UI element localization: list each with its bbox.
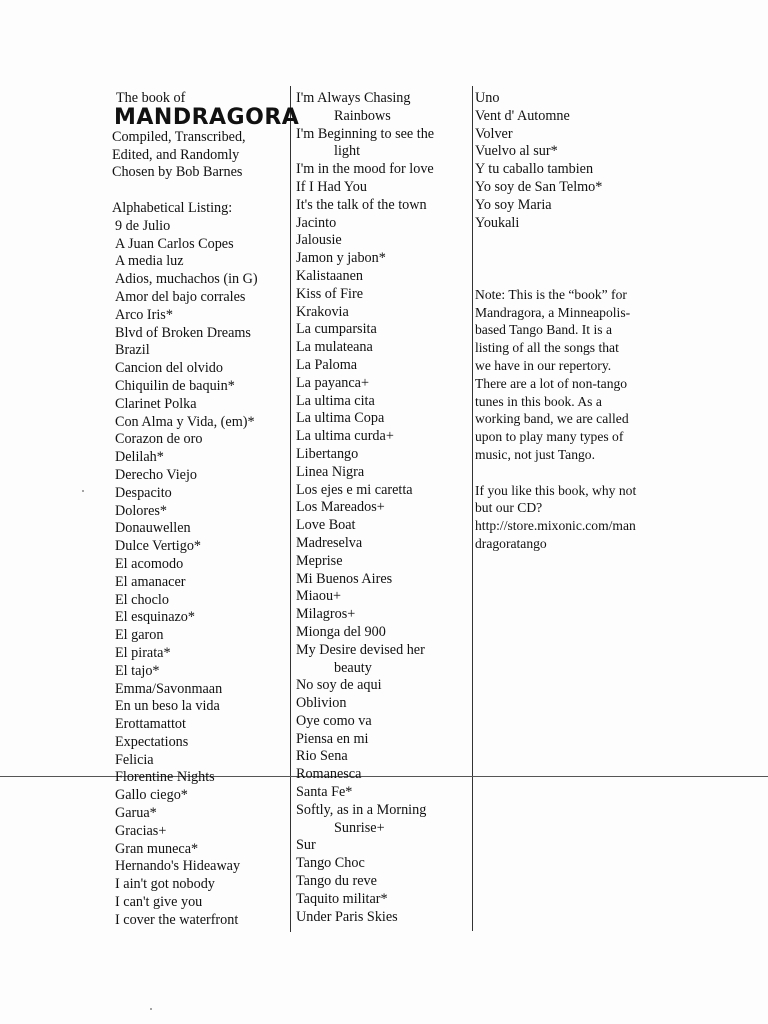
spacer: [475, 464, 675, 482]
song-title: Kalistaanen: [296, 267, 363, 284]
song-title: Piensa en mi: [296, 730, 369, 747]
cta-line: If you like this book, why not: [475, 482, 637, 498]
song-title: Chiquilin de baquin*: [115, 377, 235, 394]
credits-line: Chosen by Bob Barnes: [112, 164, 243, 181]
spacer: [475, 268, 675, 286]
song-title: Felicia: [115, 751, 154, 768]
song-title: Linea Nigra: [296, 463, 365, 480]
song-title: El esquinazo*: [115, 609, 195, 626]
song-title-continuation: beauty: [334, 659, 372, 676]
song-title: It's the talk of the town: [296, 196, 427, 213]
song-title: Adios, muchachos (in G): [115, 271, 258, 288]
note-line: upon to play many types of: [475, 429, 624, 445]
song-title: Clarinet Polka: [115, 395, 197, 412]
song-title: Sur: [296, 837, 316, 854]
song-title: Expectations: [115, 733, 189, 750]
song-title: Cancion del olvido: [115, 360, 223, 377]
song-title: Yo soy de San Telmo*: [475, 178, 603, 195]
song-title: La ultima cita: [296, 392, 375, 409]
song-title: Dulce Vertigo*: [115, 538, 202, 555]
song-title: Brazil: [115, 342, 150, 359]
song-title: Krakovia: [296, 303, 349, 320]
song-title-continuation: Sunrise+: [334, 819, 385, 836]
song-title: Youkali: [475, 214, 520, 231]
song-title: If I Had You: [296, 178, 367, 195]
song-title: Romanesca: [296, 766, 362, 783]
song-title: Oye como va: [296, 712, 372, 729]
column-divider-right: [472, 86, 473, 931]
song-title: Yo soy Maria: [475, 196, 552, 213]
song-title: Vuelvo al sur*: [475, 143, 558, 160]
song-title: La mulateana: [296, 339, 373, 356]
song-title: Santa Fe*: [296, 784, 353, 801]
song-title: Mi Buenos Aires: [296, 570, 393, 587]
song-title-continuation: light: [334, 143, 361, 160]
song-title: La payanca+: [296, 374, 369, 391]
song-title: I'm in the mood for love: [296, 161, 434, 178]
note-line: listing of all the songs that: [475, 340, 619, 356]
scan-speck: [150, 1008, 152, 1010]
song-title: Hernando's Hideaway: [115, 858, 241, 875]
book-title-brand: MANDRAGORA: [114, 104, 300, 130]
song-title: I'm Always Chasing: [296, 90, 411, 106]
credits-block: [112, 129, 290, 182]
note-line: Note: This is the “book” for: [475, 286, 627, 302]
song-title: Erottamattot: [115, 716, 186, 733]
song-title: I'm Beginning to see the: [296, 125, 435, 142]
song-title: A Juan Carlos Copes: [115, 235, 234, 252]
song-title: Meprise: [296, 552, 343, 569]
song-title: Gracias+: [115, 822, 167, 839]
song-title: Tango du reve: [296, 873, 377, 890]
song-title: El tajo*: [115, 662, 160, 679]
note-line: based Tango Band. It is a: [475, 322, 612, 338]
song-title: Corazon de oro: [115, 431, 203, 448]
song-title: My Desire devised her: [296, 641, 425, 658]
cta-line: http://store.mixonic.com/man: [475, 518, 636, 534]
note-line: Mandragora, a Minneapolis-: [475, 304, 631, 320]
song-title: El acomodo: [115, 555, 184, 572]
song-title: I ain't got nobody: [115, 876, 215, 893]
cta-line: dragoratango: [475, 535, 547, 551]
song-title: Despacito: [115, 484, 172, 501]
song-title: La ultima Copa: [296, 410, 385, 427]
song-title: Los Mareados+: [296, 499, 385, 516]
spacer: [475, 250, 675, 268]
scan-speck: [82, 490, 84, 492]
song-title: Miaou+: [296, 588, 342, 605]
song-title: Under Paris Skies: [296, 908, 398, 925]
listing-label: Alphabetical Listing:: [112, 199, 233, 216]
song-title: Rio Sena: [296, 748, 348, 765]
column-1: [112, 90, 300, 930]
song-title: El garon: [115, 627, 164, 644]
song-title: I cover the waterfront: [115, 911, 239, 928]
song-list-column-1: [112, 218, 290, 930]
song-title: Gallo ciego*: [115, 787, 188, 804]
song-title: Taquito militar*: [296, 890, 388, 907]
song-title: Love Boat: [296, 517, 356, 534]
column-3: [475, 90, 675, 553]
song-title: 9 de Julio: [115, 217, 171, 234]
song-title: El amanacer: [115, 573, 186, 590]
song-title: Vent d' Automne: [475, 107, 570, 124]
song-title: Arco Iris*: [115, 306, 173, 323]
song-title: La Paloma: [296, 356, 358, 373]
song-title: Madreselva: [296, 534, 363, 551]
note-line: music, not just Tango.: [475, 446, 596, 462]
song-title: Milagros+: [296, 606, 356, 623]
note-line: tunes in this book. As a: [475, 393, 602, 409]
song-title: Con Alma y Vida, (em)*: [115, 413, 255, 430]
song-title: La ultima curda+: [296, 428, 394, 445]
note-line: working band, we are called: [475, 411, 629, 427]
song-title: No soy de aqui: [296, 677, 382, 694]
column-2: [296, 90, 472, 926]
song-title: Dolores*: [115, 502, 168, 519]
cd-purchase-note: [475, 482, 675, 553]
song-title: I can't give you: [115, 894, 203, 911]
song-title: Florentine Nights: [115, 769, 215, 786]
song-title: Donauwellen: [115, 520, 191, 537]
cta-line: but our CD?: [475, 500, 543, 516]
song-title: Mionga del 900: [296, 623, 386, 640]
song-title: Tango Choc: [296, 855, 365, 872]
song-title: Emma/Savonmaan: [115, 680, 223, 697]
song-title: Delilah*: [115, 449, 164, 466]
band-note: [475, 286, 675, 464]
note-line: There are a lot of non-tango: [475, 375, 628, 391]
book-title-prefix: The book of: [116, 90, 186, 106]
song-title: Blvd of Broken Dreams: [115, 324, 251, 341]
song-title: Volver: [475, 125, 513, 142]
song-title: El pirata*: [115, 644, 171, 661]
song-list-column-3: [475, 90, 675, 232]
song-title: Los ejes e mi caretta: [296, 481, 413, 498]
credits-line: Edited, and Randomly: [112, 146, 240, 163]
song-list-column-2: [296, 90, 472, 926]
song-title: Uno: [475, 90, 500, 106]
song-title: En un beso la vida: [115, 698, 220, 715]
note-line: we have in our repertory.: [475, 357, 612, 373]
song-title: Derecho Viejo: [115, 466, 198, 483]
song-title: Kiss of Fire: [296, 285, 363, 302]
song-title-continuation: Rainbows: [334, 107, 391, 124]
column-divider-left: [290, 86, 291, 932]
song-title: A media luz: [115, 253, 184, 270]
song-title: Jacinto: [296, 214, 337, 231]
song-title: Libertango: [296, 445, 359, 462]
song-title: Y tu caballo tambien: [475, 161, 594, 178]
song-title: Jamon y jabon*: [296, 250, 386, 267]
spacer: [112, 182, 290, 200]
song-title: El choclo: [115, 591, 169, 608]
song-title: Gran muneca*: [115, 840, 199, 857]
song-title: La cumparsita: [296, 321, 377, 338]
song-title: Amor del bajo corrales: [115, 288, 246, 305]
song-title: Garua*: [115, 805, 157, 822]
song-title: Oblivion: [296, 695, 347, 712]
credits-line: Compiled, Transcribed,: [112, 128, 246, 145]
song-title: Jalousie: [296, 232, 342, 249]
spacer: [475, 232, 675, 250]
song-title: Softly, as in a Morning: [296, 801, 427, 818]
